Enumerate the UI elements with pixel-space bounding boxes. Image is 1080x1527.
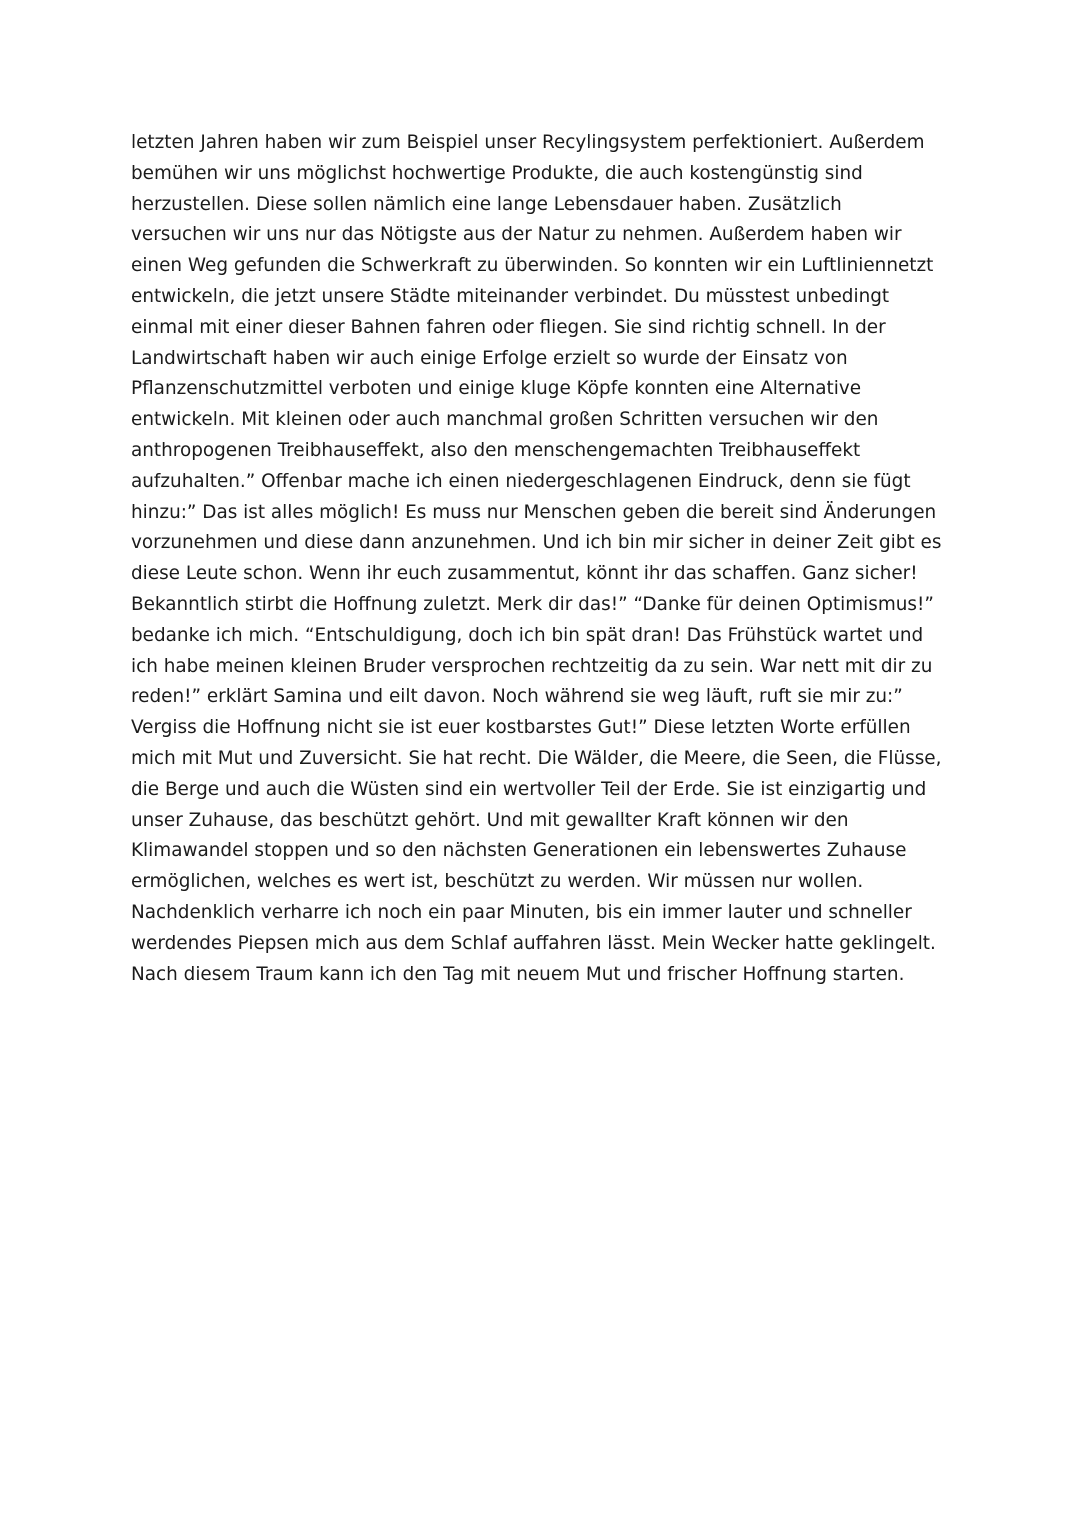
text-line: aufzuhalten.” Offenbar mache ich einen niedergeschlagenen Eindruck, denn sie fügt [131,470,911,492]
text-line: versuchen wir uns nur das Nötigste aus der Natur zu nehmen. Außerdem haben wir [131,224,902,246]
text-line: mich mit Mut und Zuversicht. Sie hat recht. Die Wälder, die Meere, die Seen, die Flüsse, [131,747,942,769]
text-line: herzustellen. Diese sollen nämlich eine lange Lebensdauer haben. Zusätzlich [131,193,842,215]
text-line: die Berge und auch die Wüsten sind ein wertvoller Teil der Erde. Sie ist einzigartig und [131,778,927,800]
text-line: Nach diesem Traum kann ich den Tag mit neuem Mut und frischer Hoffnung starten. [131,963,905,985]
text-line: letzten Jahren haben wir zum Beispiel unser Recylingsystem perfektioniert. Außerdem [131,132,925,153]
text-line: entwickeln. Mit kleinen oder auch manchmal großen Schritten versuchen wir den [131,409,879,431]
text-line: entwickeln, die jetzt unsere Städte miteinander verbindet. Du müsstest unbedingt [131,285,890,307]
text-line: unser Zuhause, das beschützt gehört. Und mit gewallter Kraft können wir den [131,809,849,831]
text-line: bemühen wir uns möglichst hochwertige Produkte, die auch kostengünstig sind [131,162,863,184]
text-line: werdendes Piepsen mich aus dem Schlaf auffahren lässt. Mein Wecker hatte geklingelt. [131,932,936,954]
text-line: bedanke ich mich. “Entschuldigung, doch ich bin spät dran! Das Frühstück wartet und [131,624,924,646]
text-line: Pflanzenschutzmittel verboten und einige kluge Köpfe konnten eine Alternative [131,378,862,400]
text-line: ermöglichen, welches es wert ist, beschützt zu werden. Wir müssen nur wollen. [131,871,864,893]
text-line: Klimawandel stoppen und so den nächsten Generationen ein lebenswertes Zuhause [131,840,907,862]
text-line: Landwirtschaft haben wir auch einige Erfolge erzielt so wurde der Einsatz von [131,347,848,369]
text-line: vorzunehmen und diese dann anzunehmen. Und ich bin mir sicher in deiner Zeit gibt es [131,532,942,554]
text-line: einmal mit einer dieser Bahnen fahren oder fliegen. Sie sind richtig schnell. In der [131,316,886,338]
body-text [131,128,971,990]
text-line: Bekanntlich stirbt die Hoffnung zuletzt. Merk dir das!” “Danke für deinen Optimismus!” [131,593,934,615]
text-line: anthropogenen Treibhauseffekt, also den menschengemachten Treibhauseffekt [131,439,861,461]
text-line: einen Weg gefunden die Schwerkraft zu überwinden. So konnten wir ein Luftliniennetzt [131,255,934,277]
text-line: reden!” erklärt Samina und eilt davon. Noch während sie weg läuft, ruft sie mir zu:” [131,686,903,708]
text-line: diese Leute schon. Wenn ihr euch zusammentut, könnt ihr das schaffen. Ganz sicher! [131,563,918,585]
text-line: hinzu:” Das ist alles möglich! Es muss nur Menschen geben die bereit sind Änderungen [131,501,937,523]
text-line: ich habe meinen kleinen Bruder versprochen rechtzeitig da zu sein. War nett mit dir zu [131,655,933,677]
text-line: Nachdenklich verharre ich noch ein paar Minuten, bis ein immer lauter und schneller [131,901,912,923]
text-line: Vergiss die Hoffnung nicht sie ist euer kostbarstes Gut!” Diese letzten Worte erfüllen [131,717,911,739]
